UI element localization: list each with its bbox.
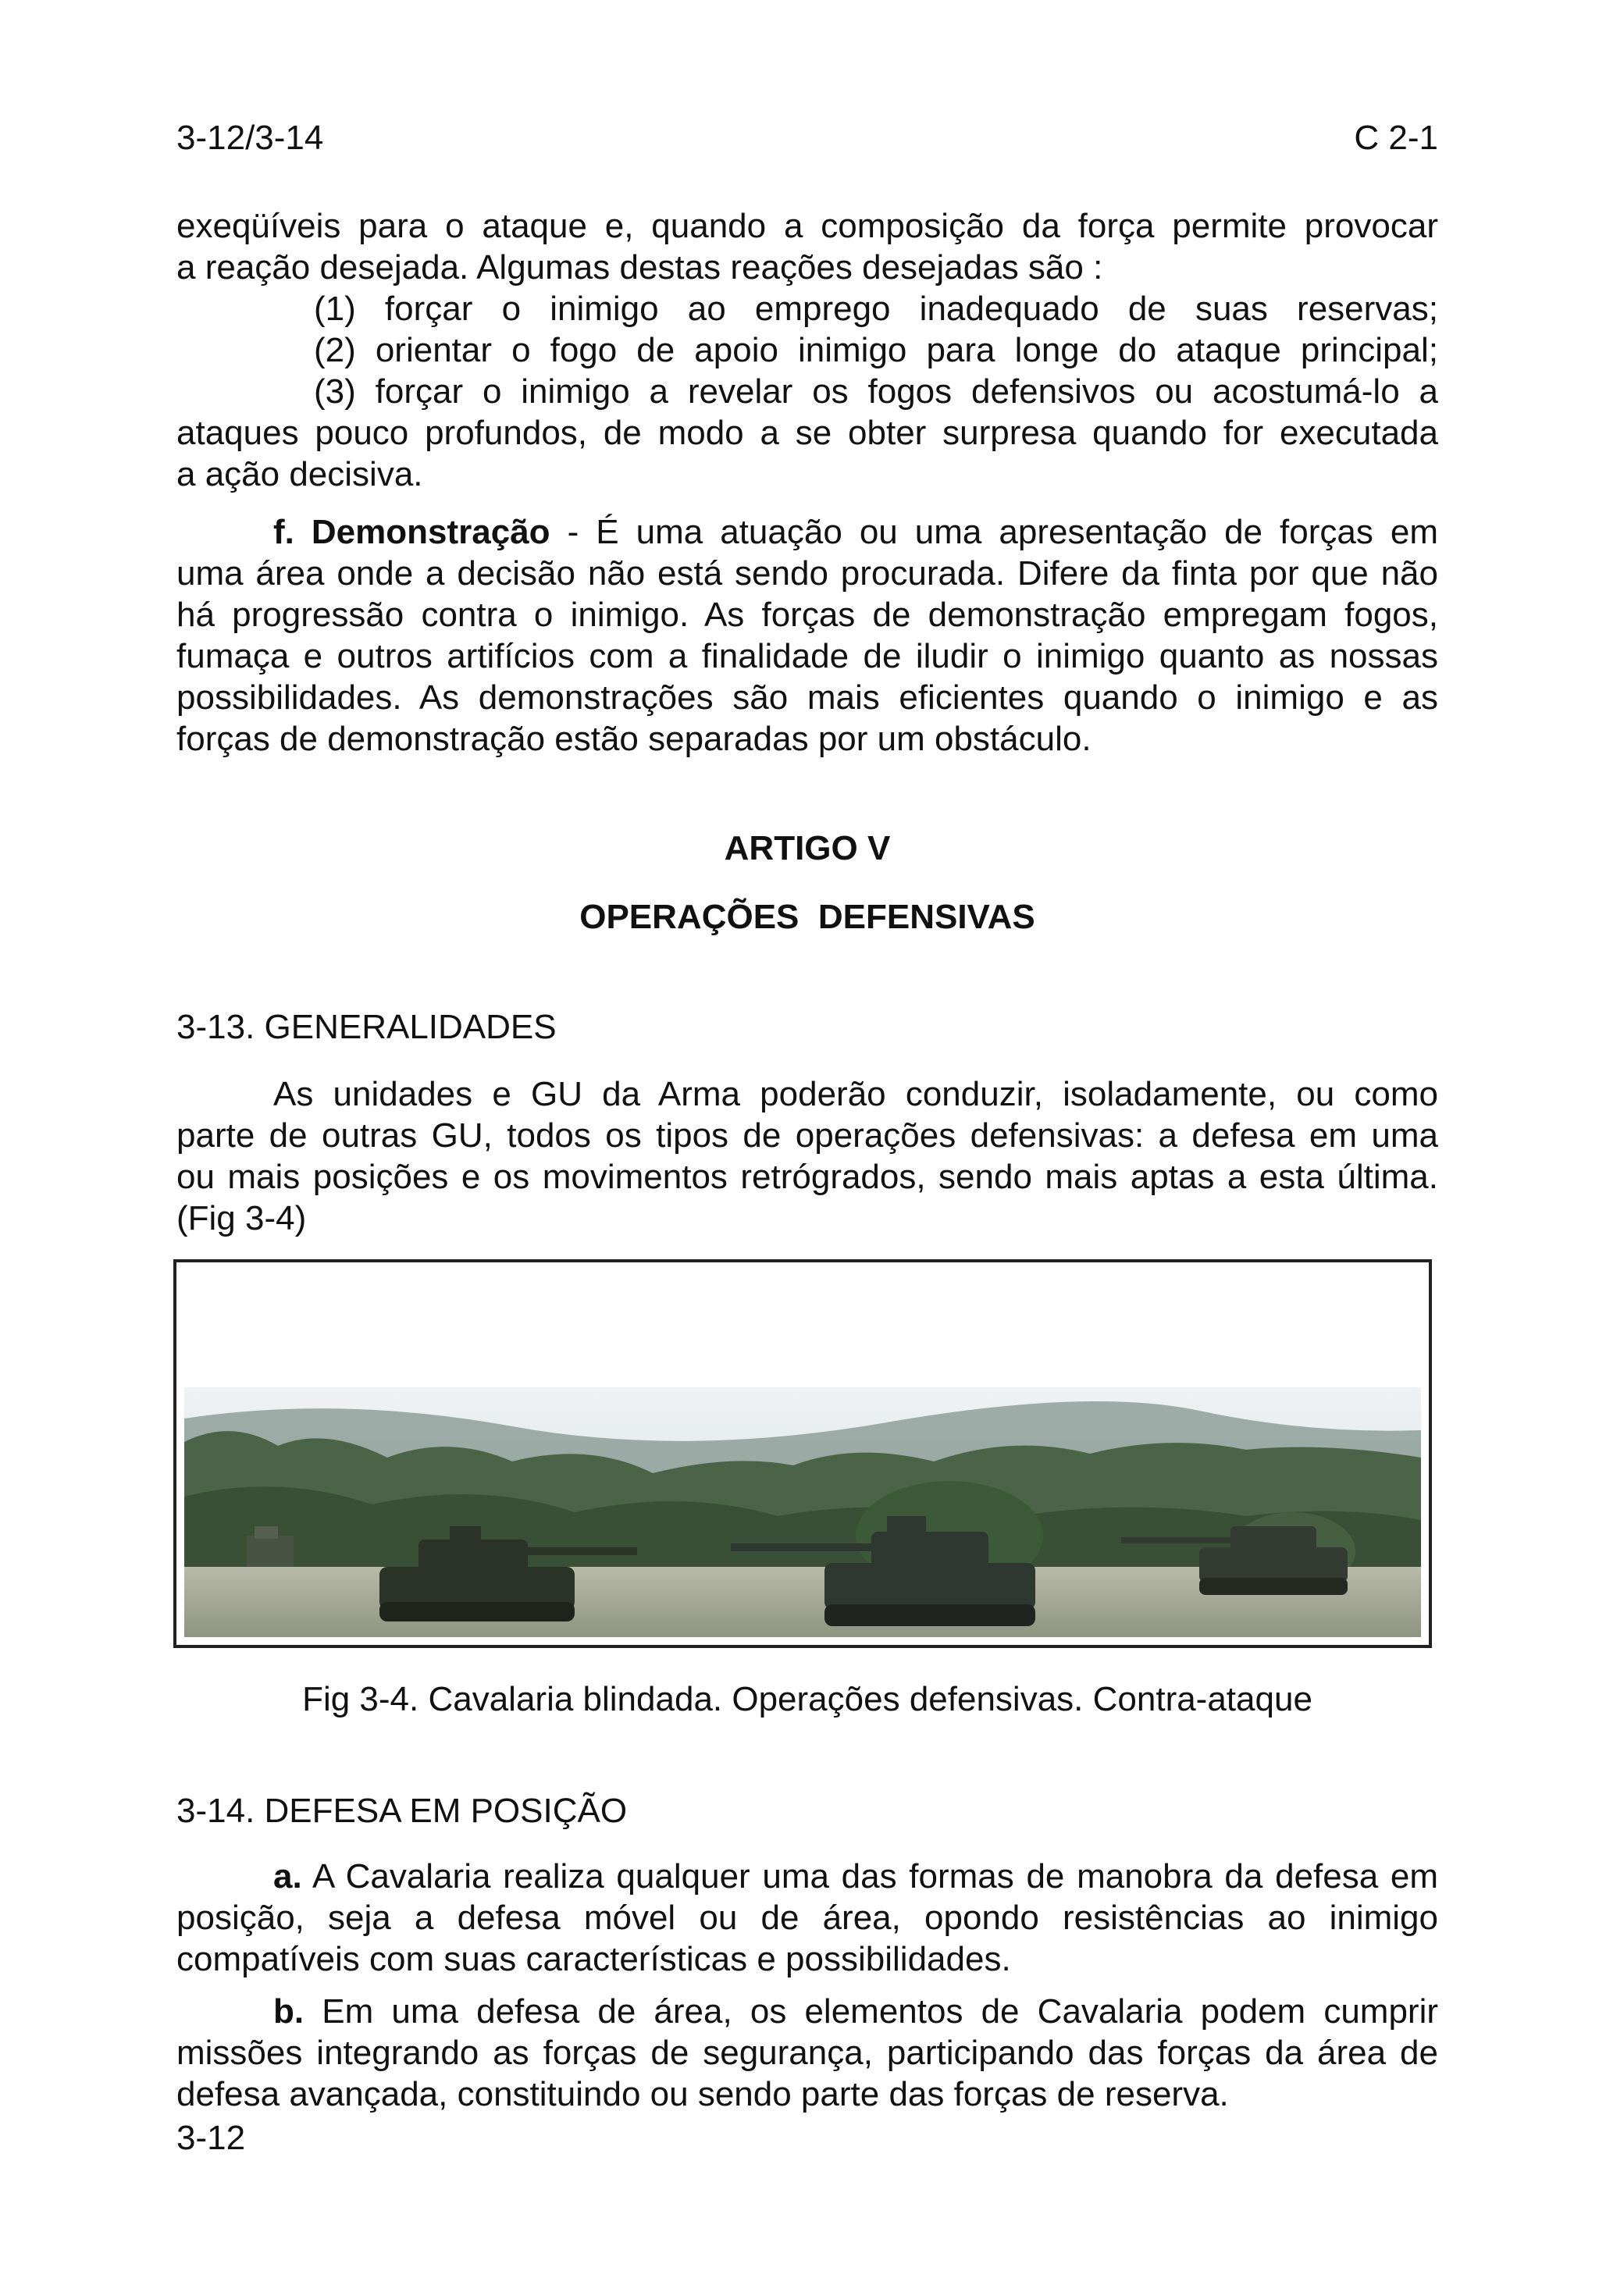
- text-line: a ação decisiva.: [176, 455, 423, 493]
- document-page: [176, 0, 1438, 2296]
- text-line: f. Demonstração - É uma atuação ou uma apresentação de forças em: [273, 513, 1438, 551]
- text-line: (Fig 3-4): [176, 1199, 307, 1237]
- paragraph-label: b.: [273, 1992, 304, 2031]
- paragraph-label: f. Demonstração: [273, 513, 550, 551]
- text-line: forças de demonstração estão separadas por um obstáculo.: [176, 720, 1092, 758]
- header-left: 3-12/3-14: [176, 119, 324, 157]
- tank-photo: [184, 1387, 1421, 1637]
- artigo-subtitle: OPERAÇÕES DEFENSIVAS: [579, 898, 1035, 936]
- text-line: compatíveis com suas características e possibilidades.: [176, 1940, 1011, 1978]
- text-line: exeqüíveis para o ataque e, quando a composição da força permite provocar: [176, 207, 1438, 245]
- para-a: [176, 1856, 1438, 1980]
- list-item: (2) orientar o fogo de apoio inimigo para longe do ataque principal;: [314, 331, 1438, 369]
- header-right: C 2-1: [1354, 119, 1438, 157]
- text-line: possibilidades. As demonstrações são mais eficientes quando o inimigo e as: [176, 678, 1438, 717]
- para-b: [176, 1991, 1438, 2115]
- text-line: ou mais posições e os movimentos retrógrados, sendo mais aptas a esta última.: [176, 1158, 1438, 1196]
- text-line: há progressão contra o inimigo. As forças de demonstração empregam fogos,: [176, 596, 1438, 634]
- section-heading-3-14: 3-14. DEFESA EM POSIÇÃO: [176, 1792, 628, 1830]
- text-line: a reação desejada. Algumas destas reações desejadas são :: [176, 248, 1103, 287]
- text-line: parte de outras GU, todos os tipos de operações defensivas: a defesa em uma: [176, 1116, 1438, 1155]
- figure-caption: Fig 3-4. Cavalaria blindada. Operações defensivas. Contra-ataque: [302, 1680, 1312, 1718]
- text-line: b. Em uma defesa de área, os elementos de Cavalaria podem cumprir: [273, 1992, 1438, 2031]
- text-line: defesa avançada, constituindo ou sendo parte das forças de reserva.: [176, 2075, 1229, 2113]
- text-line: missões integrando as forças de segurança, participando das forças da área de: [176, 2034, 1438, 2072]
- text-line: ataques pouco profundos, de modo a se obter surpresa quando for executada: [176, 414, 1438, 452]
- list-item: (1) forçar o inimigo ao emprego inadequado de suas reservas;: [314, 290, 1438, 328]
- text-line: As unidades e GU da Arma poderão conduzir, isoladamente, ou como: [273, 1075, 1438, 1113]
- text-line: fumaça e outros artifícios com a finalidade de iludir o inimigo quanto as nossas: [176, 637, 1438, 675]
- figure-frame: [173, 1259, 1432, 1648]
- text-line: posição, seja a defesa móvel ou de área, opondo resistências ao inimigo: [176, 1899, 1438, 1937]
- tank-photo-illustration: [184, 1387, 1421, 1637]
- generalidades-paragraph: [176, 1073, 1438, 1239]
- section-heading-3-13: 3-13. GENERALIDADES: [176, 1008, 557, 1046]
- text-line: a. A Cavalaria realiza qualquer uma das formas de manobra da defesa em: [273, 1857, 1438, 1896]
- demonstracao-paragraph: [176, 511, 1438, 760]
- page-number: 3-12: [176, 2119, 246, 2157]
- intro-paragraph: [176, 205, 1438, 495]
- list-item: (3) forçar o inimigo a revelar os fogos defensivos ou acostumá-lo a: [314, 372, 1438, 411]
- artigo-title: ARTIGO V: [724, 829, 891, 867]
- paragraph-label: a.: [273, 1857, 302, 1896]
- text-line: uma área onde a decisão não está sendo procurada. Difere da finta por que não: [176, 554, 1438, 593]
